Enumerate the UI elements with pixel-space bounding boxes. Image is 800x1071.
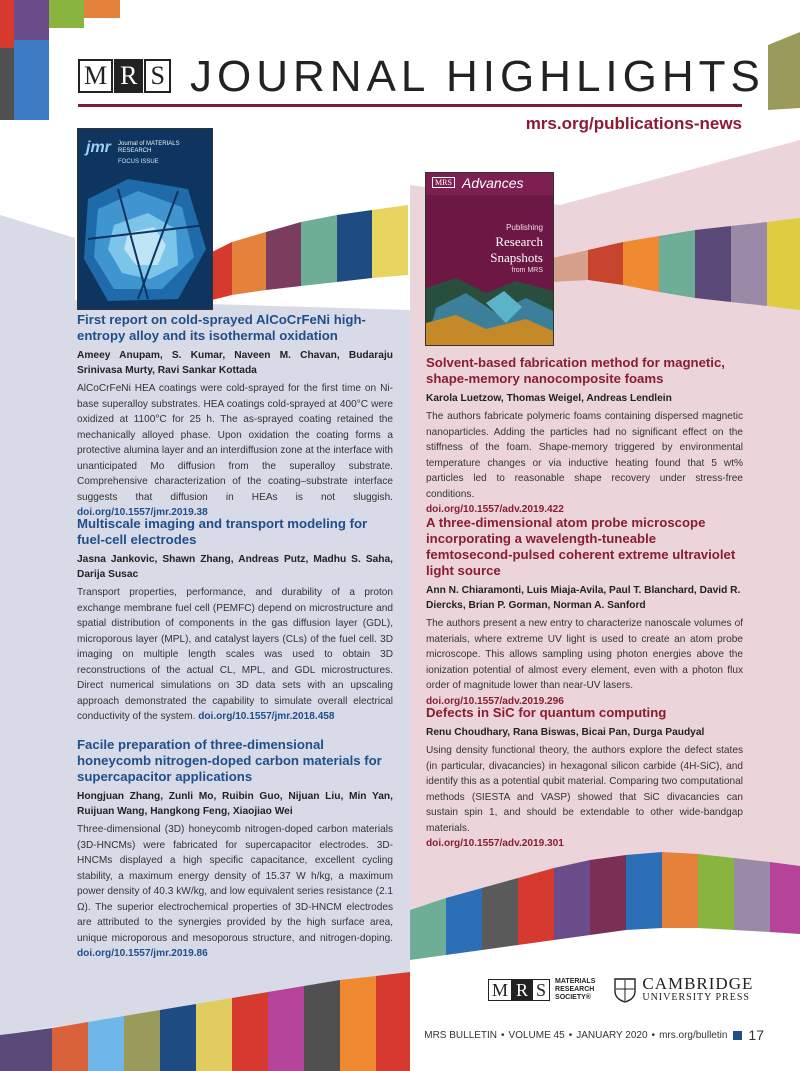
article-body — [77, 381, 393, 521]
jmr-journal: Journal of MATERIALS RESEARCH — [118, 141, 180, 154]
cambridge-logo — [613, 975, 753, 1004]
article-doi-link[interactable]: doi.org/10.1557/adv.2019.422 — [426, 504, 564, 515]
advances-line1: Publishing — [506, 223, 543, 232]
article-body — [426, 409, 743, 518]
top-right-accent — [768, 32, 800, 110]
jmr-brand: jmr — [86, 139, 111, 156]
jmr-issue: FOCUS ISSUE — [118, 159, 159, 165]
logo-letter: S — [532, 979, 550, 1001]
society-line: SOCIETY® — [555, 993, 591, 1001]
article-text: The authors fabricate polymeric foams containing dispersed magnetic nanoparticles. Adding the particles had no significant effect on the stiffness of the foam. Shape-memory triggered by environmental temperature changes or via inductive heating found that 5 wt% particles led to reasonable shape recovery under stress-free conditions. — [426, 411, 743, 500]
footer-square-icon — [733, 1031, 742, 1040]
article-authors: Hongjuan Zhang, Zunli Mo, Ruibin Guo, Nijuan Liu, Min Yan, Ruijuan Wang, Hangkong Feng, Xiaojiao Wei — [77, 791, 393, 817]
society-line: RESEARCH — [555, 985, 595, 993]
page-number: 17 — [748, 1027, 764, 1043]
page-footer — [424, 1027, 764, 1043]
society-line: MATERIALS — [555, 977, 596, 985]
article-title[interactable]: Multiscale imaging and transport modeling for fuel-cell electrodes — [77, 516, 368, 547]
article-authors: Ameey Anupam, S. Kumar, Naveen M. Chavan, Budaraju Srinivasa Murty, Ravi Sankar Kottada — [77, 350, 393, 376]
header-url[interactable]: mrs.org/publications-news — [525, 114, 742, 133]
logo-letter: R — [114, 59, 143, 93]
footer-logos — [488, 975, 753, 1004]
mrs-logo — [78, 58, 172, 94]
article-text: The authors present a new entry to characterize nanoscale volumes of materials, where extreme UV light is used to create an atom probe microscope. This allows sampling using photon energies above the ionization potential of almost every element, even with a photon flux order of magnitude lower than near-UV lasers. — [426, 618, 743, 691]
logo-letter: M — [488, 979, 512, 1001]
article-text: Using density functional theory, the authors explore the defect states (in particular, divacancies) in hexagonal silicon carbide (4H-SiC), and identify this as a potential qubit material. Comparing two computational methods (SIESTA and VASP) showed that SiC divacancies can sustain spin 1, and should be extendable to other wide-bandgap materials. — [426, 745, 743, 834]
article-body — [77, 822, 393, 962]
article-title[interactable]: First report on cold-sprayed AlCoCrFeNi high-entropy alloy and its isothermal oxidation — [77, 312, 366, 343]
article-body — [77, 585, 393, 725]
cambridge-line2: UNIVERSITY PRESS — [642, 992, 750, 1003]
article-doi-link[interactable]: doi.org/10.1557/jmr.2019.38 — [77, 507, 208, 518]
footer-mrs-logo — [488, 979, 550, 1001]
article-doi-link[interactable]: doi.org/10.1557/adv.2019.301 — [426, 838, 564, 849]
footer-dot: • — [501, 1029, 505, 1041]
footer-dot: • — [568, 1029, 573, 1041]
logo-letter: S — [144, 59, 170, 93]
left-article-3 — [77, 737, 393, 962]
article-text: Three-dimensional (3D) honeycomb nitrogen-doped carbon materials (3D-HNCMs) were fabricated for supercapacitor electrodes. 3D-HNCMs displayed a high specific capacitance, excellent cycling stability, a maximum energy density of 15.37 W h/kg, a maximum power density of 40.3 kW/kg, and low equivalent series resistance (2.1 Ω). The superior electrochemical properties of 3D-HNCM electrodes are attributed to the synergies provided by the high surface area, unique microporous and mesoporous structure, and nitrogen-doping. — [77, 824, 393, 944]
article-text: Transport properties, performance, and durability of a proton exchange membrane fuel cell (PEMFC) depend on microstructure and spatial distribution of components in the gas diffusion layer (GDL), microporous layer (MPL), and catalyst layers (CLs) of the fuel cell. 3D imaging on multiple length scales was used to obtain 3D reconstructions of the actual CL, MPL, and GDL microstructures. Direct numerical simulations on 3D data sets with an upscaling approach demonstrated the capability to simulate overall electrical conductivity of the system. — [77, 587, 393, 722]
article-body — [426, 616, 743, 709]
advances-line3: Snapshots — [490, 250, 543, 265]
article-title[interactable]: Facile preparation of three-dimensional honeycomb nitrogen-doped carbon materials for supercapacitor applications — [77, 737, 382, 784]
logo-letter: R — [512, 979, 532, 1001]
cambridge-crest-icon — [613, 977, 637, 1003]
advances-line2: Research — [495, 234, 543, 249]
article-doi-link[interactable]: doi.org/10.1557/jmr.2019.86 — [77, 948, 208, 959]
page-title: JOURNAL HIGHLIGHTS — [190, 52, 765, 101]
article-title[interactable]: Solvent-based fabrication method for magnetic, shape-memory nanocomposite foams — [426, 355, 725, 386]
article-title[interactable]: Defects in SiC for quantum computing — [426, 705, 667, 720]
advances-mrs: MRS — [432, 177, 455, 188]
right-article-3 — [426, 705, 743, 852]
footer-journal: MRS BULLETIN — [424, 1029, 498, 1041]
article-authors: Karola Luetzow, Thomas Weigel, Andreas Lendlein — [426, 393, 672, 404]
article-body — [426, 743, 743, 852]
article-authors: Renu Choudhary, Rana Biswas, Bicai Pan, Durga Paudyal — [426, 727, 705, 738]
header-rule — [78, 104, 742, 107]
middle-stripes — [212, 205, 408, 300]
advances-cover — [425, 172, 554, 346]
footer-site-link[interactable]: mrs.org/bulletin — [659, 1029, 728, 1041]
mrs-society-name — [555, 978, 595, 1002]
right-article-1 — [426, 355, 743, 518]
advances-line4: from MRS — [511, 267, 543, 274]
left-article-1 — [77, 312, 393, 521]
right-article-2 — [426, 515, 743, 709]
footer-date: JANUARY 2020 — [576, 1029, 648, 1041]
article-authors: Jasna Jankovic, Shawn Zhang, Andreas Putz, Madhu S. Saha, Darija Susac — [77, 554, 393, 580]
article-text: AlCoCrFeNi HEA coatings were cold-sprayed for the first time on Ni-base superalloy substrates. HEA coatings cold-sprayed at 400°C were oxidized at 1100°C for 25 h. The as-sprayed coating retained the mechanically alloyed phase. Upon oxidation the coating forms a protective alumina layer and an interdiffusion zone at the interface with unanticipated Mo diffusion from the superalloy substrate. Comprehensive characterization of the coating–substrate interface suggests that diffusion in HEAs is not sluggish. — [77, 383, 393, 503]
article-title[interactable]: A three-dimensional atom probe microscope incorporating a wavelength-tuneable femtosecond-pulsed coherent extreme ultraviolet light source — [426, 515, 736, 578]
article-authors: Ann N. Chiaramonti, Luis Miaja-Avila, Paul T. Blanchard, David R. Diercks, Brian P. Gorman, Norman A. Sanford — [426, 585, 741, 611]
advances-title: Advances — [462, 175, 524, 191]
article-doi-link[interactable]: doi.org/10.1557/jmr.2018.458 — [198, 711, 335, 722]
left-article-2 — [77, 516, 393, 725]
jmr-cover — [77, 128, 213, 310]
footer-volume: VOLUME 45 — [508, 1029, 565, 1041]
article-doi-link[interactable]: doi.org/10.1557/adv.2019.296 — [426, 695, 564, 707]
footer-dot: • — [651, 1029, 656, 1041]
cambridge-line1: CAMBRIDGE — [642, 974, 754, 993]
logo-letter: M — [78, 59, 113, 93]
